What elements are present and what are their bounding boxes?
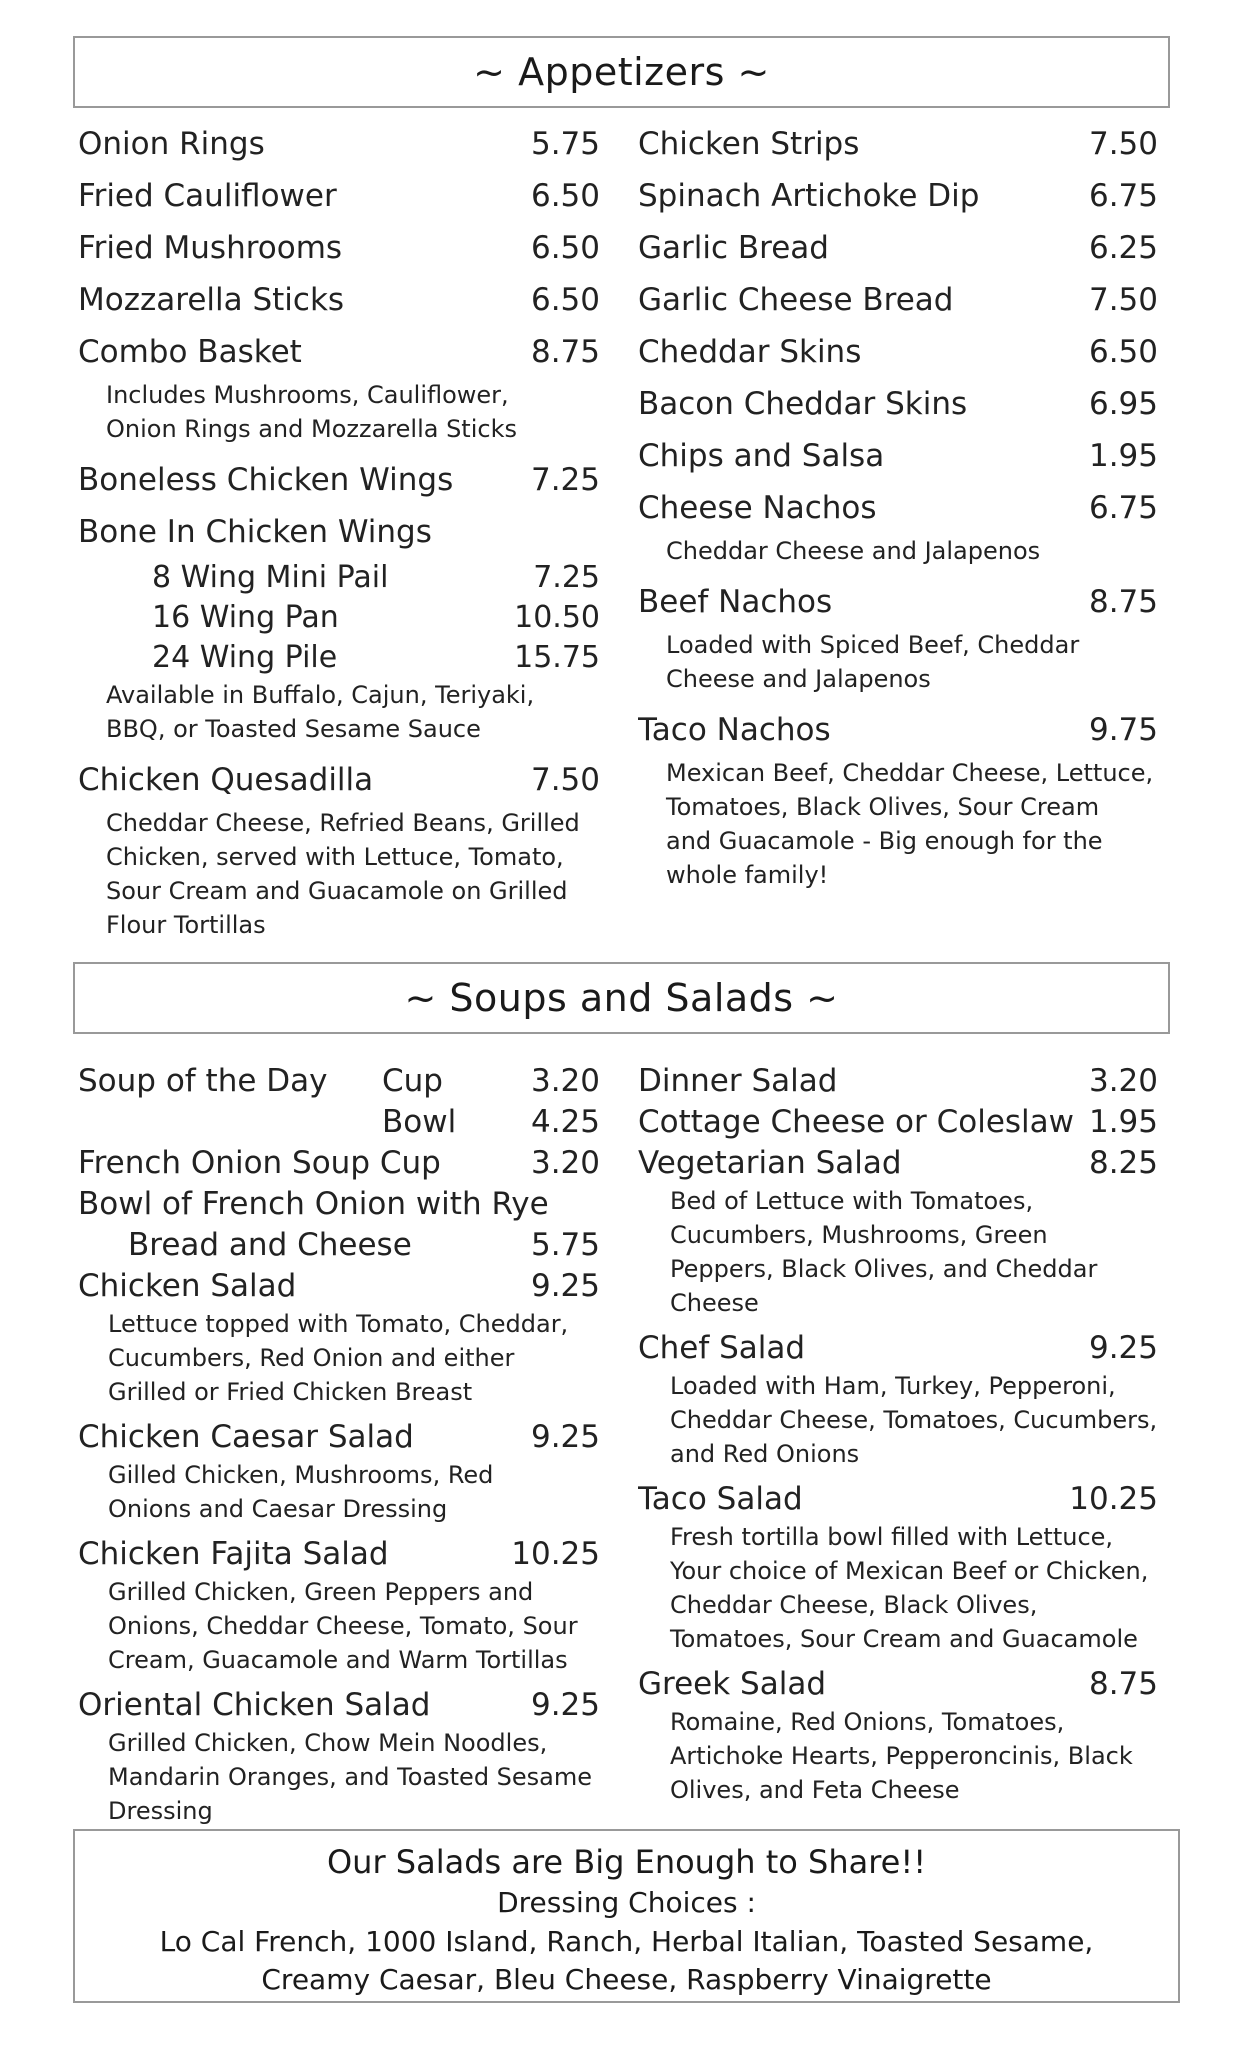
menu-item-name: Greek Salad <box>638 1666 826 1702</box>
description-line: Grilled Chicken, Chow Mein Noodles, <box>108 1729 548 1757</box>
menu-item-name: Garlic Bread <box>638 230 829 266</box>
menu-item-row <box>638 118 1158 170</box>
menu-item-price: 6.75 <box>1088 178 1158 214</box>
menu-item-price: 6.50 <box>530 178 600 214</box>
menu-item <box>78 1143 600 1184</box>
menu-item-row <box>638 326 1158 378</box>
description-line: Grilled or Fried Chicken Breast <box>108 1378 473 1406</box>
menu-item-row <box>78 754 600 806</box>
menu-item-name: Boneless Chicken Wings <box>78 462 454 498</box>
menu-item-price: 6.25 <box>1088 230 1158 266</box>
menu-item-name: Taco Nachos <box>638 712 831 748</box>
menu-item-price: 6.75 <box>1088 490 1158 526</box>
description-line: Loaded with Ham, Turkey, Pepperoni, <box>670 1372 1116 1400</box>
menu-item-name: Dinner Salad <box>638 1063 838 1099</box>
menu-item <box>638 1664 1158 1807</box>
menu-item-description <box>78 678 600 746</box>
menu-item-name: Chicken Strips <box>638 126 860 162</box>
menu-item-price: 5.75 <box>530 126 600 162</box>
menu-item-row <box>638 704 1158 756</box>
menu-item-row <box>638 170 1158 222</box>
menu-item-price: 8.75 <box>1088 584 1158 620</box>
option-price: 15.75 <box>514 640 600 675</box>
menu-item-price: 3.20 <box>1088 1063 1158 1099</box>
menu-item-name: French Onion Soup Cup <box>78 1145 441 1181</box>
description-line: and Red Onions <box>670 1440 860 1468</box>
menu-item-name: Onion Rings <box>78 126 265 162</box>
menu-item-name: Chef Salad <box>638 1330 806 1366</box>
dressing-list-line-1: Lo Cal French, 1000 Island, Ranch, Herbal Italian, Toasted Sesame, <box>159 1925 1094 1958</box>
menu-item <box>78 222 600 274</box>
description-line: Onions, Cheddar Cheese, Tomato, Sour <box>108 1612 578 1640</box>
menu-item-row <box>78 326 600 378</box>
option-name: 24 Wing Pile <box>152 640 338 675</box>
option-name: 8 Wing Mini Pail <box>152 560 389 595</box>
description-line: Fresh tortilla bowl filled with Lettuce, <box>670 1523 1114 1551</box>
menu-item-row <box>78 274 600 326</box>
description-line: Mandarin Oranges, and Toasted Sesame <box>108 1763 593 1791</box>
menu-item <box>638 378 1158 430</box>
menu-item-description <box>78 378 600 446</box>
menu-item <box>638 326 1158 378</box>
size-label: Bowl <box>382 1104 457 1140</box>
description-line: Cucumbers, Mushrooms, Green <box>670 1221 1048 1249</box>
soups-salads-left-column <box>78 1061 600 1836</box>
menu-item <box>78 1417 600 1526</box>
menu-item-description <box>638 1705 1158 1807</box>
menu-item-name: Mozzarella Sticks <box>78 282 345 318</box>
description-line: Gilled Chicken, Mushrooms, Red <box>108 1461 494 1489</box>
menu-item-price: 9.25 <box>1088 1330 1158 1366</box>
menu-item-description <box>78 806 600 942</box>
description-line: Onion Rings and Mozzarella Sticks <box>106 415 517 443</box>
menu-item-row <box>638 482 1158 534</box>
soups-salads-heading: ~ Soups and Salads ~ <box>73 962 1170 1034</box>
dressing-choices-label: Dressing Choices : <box>497 1886 756 1919</box>
description-line: Loaded with Spiced Beef, Cheddar <box>666 631 1080 659</box>
menu-item-description <box>638 534 1158 568</box>
menu-item-name: Beef Nachos <box>638 584 833 620</box>
menu-item-row <box>638 1061 1158 1102</box>
description-line: Sour Cream and Guacamole on Grilled <box>106 877 568 905</box>
description-line: Tomatoes, Black Olives, Sour Cream <box>666 793 1100 821</box>
size-label: Cup <box>382 1063 443 1099</box>
menu-item-row <box>78 1143 600 1184</box>
menu-item-name-continued: Bread and Cheese <box>128 1227 412 1263</box>
menu-item-price: 3.20 <box>530 1145 600 1181</box>
menu-item-row <box>78 1417 600 1458</box>
menu-item-name: Chicken Quesadilla <box>78 762 374 798</box>
soups-salads-right-column <box>638 1061 1158 1815</box>
soup-of-the-day-bowl-row <box>78 1102 600 1143</box>
menu-item-price: 8.75 <box>1088 1666 1158 1702</box>
menu-item-name: Chicken Caesar Salad <box>78 1419 414 1455</box>
menu-item <box>78 454 600 506</box>
menu-item-name: Chips and Salsa <box>638 438 885 474</box>
menu-item <box>78 1534 600 1677</box>
description-line: Includes Mushrooms, Cauliflower, <box>106 381 509 409</box>
menu-item-description <box>638 1520 1158 1656</box>
menu-item-price: 6.50 <box>530 230 600 266</box>
menu-item-row <box>78 170 600 222</box>
menu-item-name: Chicken Salad <box>78 1268 297 1304</box>
menu-item-name: Cheddar Skins <box>638 334 862 370</box>
menu-item-name: Chicken Fajita Salad <box>78 1536 389 1572</box>
menu-item-row <box>638 1143 1158 1184</box>
menu-item-description <box>78 1726 600 1828</box>
menu-item-row <box>638 378 1158 430</box>
menu-item-description <box>638 1369 1158 1471</box>
menu-item <box>78 1266 600 1409</box>
menu-item-price: 6.95 <box>1088 386 1158 422</box>
menu-item-name: Bone In Chicken Wings <box>78 514 432 550</box>
menu-item-name: Bacon Cheddar Skins <box>638 386 968 422</box>
description-line: Tomatoes, Sour Cream and Guacamole <box>670 1625 1138 1653</box>
menu-item <box>638 1102 1158 1143</box>
menu-item-price: 9.75 <box>1088 712 1158 748</box>
menu-item <box>638 1479 1158 1656</box>
description-line: Available in Buffalo, Cajun, Teriyaki, <box>106 681 535 709</box>
menu-item-price: 10.25 <box>511 1536 600 1572</box>
menu-item <box>78 1184 600 1266</box>
wing-option-row <box>78 598 600 638</box>
description-line: Artichoke Hearts, Pepperoncinis, Black <box>670 1742 1133 1770</box>
description-line: Cheddar Cheese and Jalapenos <box>666 537 1041 565</box>
appetizers-heading: ~ Appetizers ~ <box>73 36 1170 108</box>
menu-item-price: 1.95 <box>1088 1104 1158 1140</box>
salads-headline: Our Salads are Big Enough to Share!! <box>326 1843 927 1881</box>
description-line: Grilled Chicken, Green Peppers and <box>108 1578 534 1606</box>
menu-item <box>78 506 600 746</box>
menu-item-price: 9.25 <box>530 1419 600 1455</box>
menu-item-row <box>78 506 600 558</box>
menu-item-name: Taco Salad <box>638 1481 803 1517</box>
menu-item <box>638 118 1158 170</box>
menu-item-price: 7.25 <box>530 462 600 498</box>
description-line: whole family! <box>666 861 829 889</box>
menu-item-description <box>638 1184 1158 1320</box>
appetizers-right-column <box>638 118 1158 900</box>
menu-item <box>638 482 1158 568</box>
menu-item-name: Soup of the Day <box>78 1063 328 1099</box>
menu-item-price: 1.95 <box>1088 438 1158 474</box>
menu-item-description <box>78 1575 600 1677</box>
description-line: Flour Tortillas <box>106 911 266 939</box>
menu-item-row <box>78 1685 600 1726</box>
menu-item-price: 9.25 <box>530 1687 600 1723</box>
description-line: Cheddar Cheese, Refried Beans, Grilled <box>106 809 580 837</box>
description-line: Cheese <box>670 1289 759 1317</box>
description-line: Cucumbers, Red Onion and either <box>108 1344 515 1372</box>
description-line: BBQ, or Toasted Sesame Sauce <box>106 715 481 743</box>
menu-item-name: Fried Mushrooms <box>78 230 343 266</box>
description-line: Romaine, Red Onions, Tomatoes, <box>670 1708 1065 1736</box>
menu-item <box>638 274 1158 326</box>
description-line: Dressing <box>108 1797 213 1825</box>
description-line: Cheese and Jalapenos <box>666 665 931 693</box>
menu-item <box>78 274 600 326</box>
menu-item-name: Cottage Cheese or Coleslaw <box>638 1104 1075 1140</box>
option-name: 16 Wing Pan <box>152 600 339 635</box>
wing-option-row <box>78 638 600 678</box>
menu-item-name: Cheese Nachos <box>638 490 877 526</box>
menu-item-name: Garlic Cheese Bread <box>638 282 954 318</box>
menu-item-row <box>78 118 600 170</box>
wing-option-row <box>78 558 600 598</box>
description-line: and Guacamole - Big enough for the <box>666 827 1103 855</box>
menu-item-price: 5.75 <box>530 1227 600 1263</box>
menu-item <box>638 1061 1158 1102</box>
menu-item-price: 3.20 <box>530 1063 600 1099</box>
description-line: Cheddar Cheese, Tomatoes, Cucumbers, <box>670 1406 1158 1434</box>
description-line: Peppers, Black Olives, and Cheddar <box>670 1255 1098 1283</box>
description-line: Your choice of Mexican Beef or Chicken, <box>670 1557 1149 1585</box>
description-line: Olives, and Feta Cheese <box>670 1776 960 1804</box>
menu-item-row <box>78 222 600 274</box>
menu-item-description <box>638 756 1158 892</box>
dressing-choices-box <box>73 1829 1180 2003</box>
menu-item-price: 6.50 <box>1088 334 1158 370</box>
appetizers-left-column <box>78 118 600 950</box>
menu-item-row <box>638 274 1158 326</box>
menu-item-row <box>638 576 1158 628</box>
menu-item-name: Spinach Artichoke Dip <box>638 178 980 214</box>
menu-item-price: 8.25 <box>1088 1145 1158 1181</box>
menu-item <box>638 1328 1158 1471</box>
menu-item-price: 7.50 <box>530 762 600 798</box>
option-price: 7.25 <box>533 560 600 595</box>
description-line: Mexican Beef, Cheddar Cheese, Lettuce, <box>666 759 1154 787</box>
menu-item-row <box>78 1225 600 1266</box>
menu-item-row <box>638 1328 1158 1369</box>
description-line: Cream, Guacamole and Warm Tortillas <box>108 1646 568 1674</box>
menu-item-row <box>638 1479 1158 1520</box>
soup-of-the-day-cup-row <box>78 1061 600 1102</box>
menu-item-price: 8.75 <box>530 334 600 370</box>
menu-item-row <box>638 1664 1158 1705</box>
menu-item-price: 4.25 <box>530 1104 600 1140</box>
menu-item-price: 9.25 <box>530 1268 600 1304</box>
menu-item-row <box>638 430 1158 482</box>
menu-item <box>638 430 1158 482</box>
menu-item-description <box>78 1458 600 1526</box>
menu-item-row <box>78 1266 600 1307</box>
menu-item <box>638 1143 1158 1320</box>
menu-item-row <box>638 1102 1158 1143</box>
menu-item-price: 10.25 <box>1069 1481 1158 1517</box>
menu-item-row <box>78 454 600 506</box>
menu-item <box>78 118 600 170</box>
menu-item <box>78 754 600 942</box>
menu-item-description <box>78 1307 600 1409</box>
menu-item-row <box>78 1184 600 1225</box>
menu-item <box>638 170 1158 222</box>
menu-item-row <box>78 1534 600 1575</box>
description-line: Onions and Caesar Dressing <box>108 1495 448 1523</box>
dressing-list-line-2: Creamy Caesar, Bleu Cheese, Raspberry Vinaigrette <box>261 1963 992 1996</box>
menu-item-name: Combo Basket <box>78 334 302 370</box>
menu-item-name: Vegetarian Salad <box>638 1145 902 1181</box>
description-line: Lettuce topped with Tomato, Cheddar, <box>108 1310 569 1338</box>
description-line: Chicken, served with Lettuce, Tomato, <box>106 843 564 871</box>
menu-item <box>78 1685 600 1828</box>
menu-item-price: 6.50 <box>530 282 600 318</box>
menu-item-price: 7.50 <box>1088 126 1158 162</box>
menu-item-name: Oriental Chicken Salad <box>78 1687 431 1723</box>
menu-item-row <box>638 222 1158 274</box>
menu-item <box>78 326 600 446</box>
menu-item-price: 7.50 <box>1088 282 1158 318</box>
menu-item-name: Bowl of French Onion with Rye <box>78 1186 549 1222</box>
menu-item <box>638 576 1158 696</box>
description-line: Cheddar Cheese, Black Olives, <box>670 1591 1038 1619</box>
menu-item <box>78 170 600 222</box>
menu-item-name: Fried Cauliflower <box>78 178 337 214</box>
menu-item-description <box>638 628 1158 696</box>
option-price: 10.50 <box>514 600 600 635</box>
menu-item <box>638 704 1158 892</box>
description-line: Bed of Lettuce with Tomatoes, <box>670 1187 1034 1215</box>
menu-item <box>638 222 1158 274</box>
